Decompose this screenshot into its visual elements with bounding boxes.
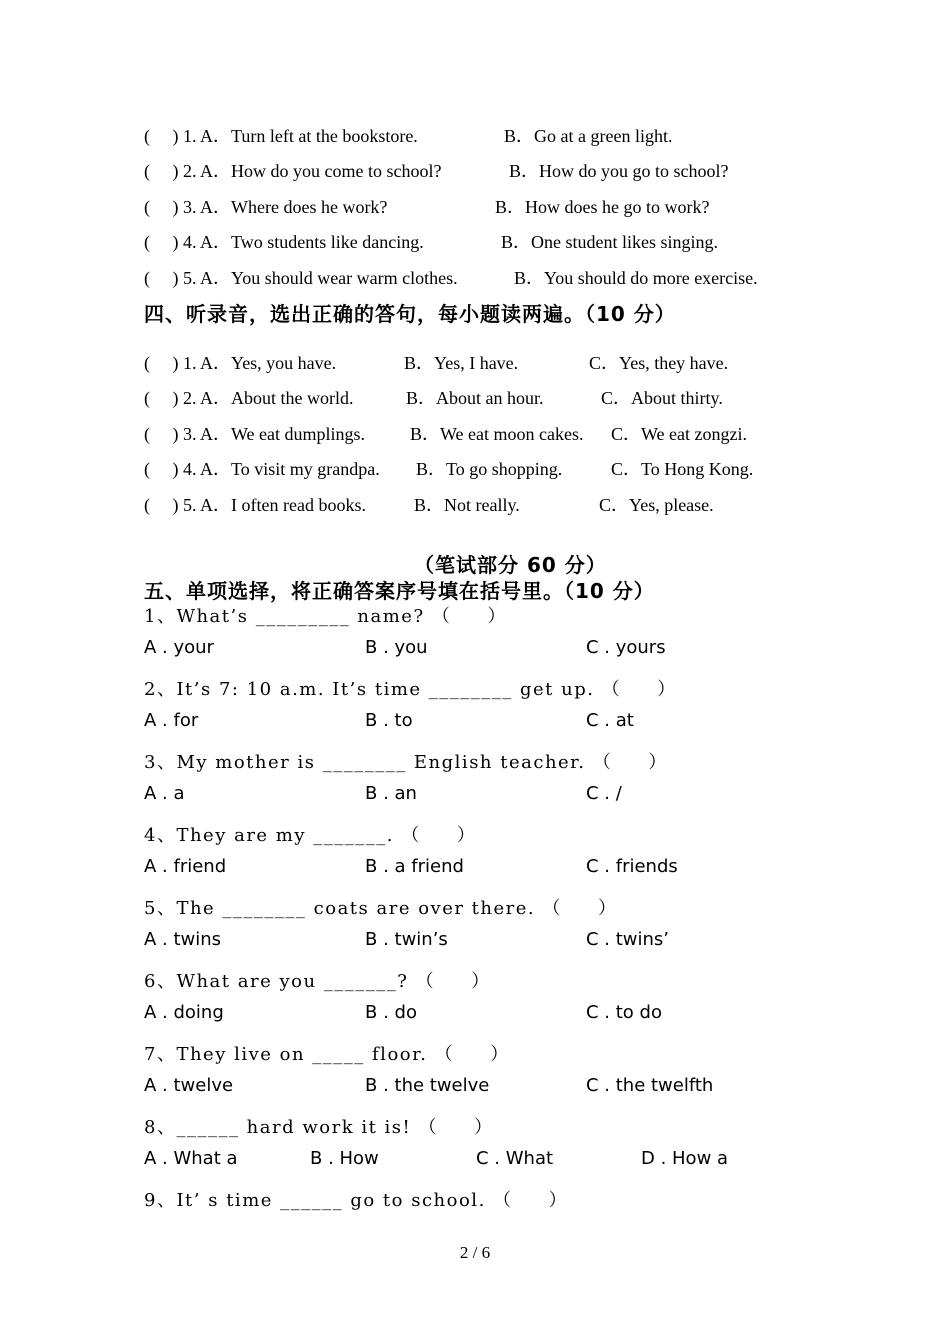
question-text: ( ) 3. A．Where does he work? <box>144 197 388 217</box>
option-a: A . doing <box>144 1002 224 1023</box>
option-c: C . / <box>586 783 622 804</box>
option-a: A . twelve <box>144 1075 234 1096</box>
question-text: 3、My mother is ________ English teacher. （ ） <box>144 752 668 773</box>
question-text: 1、What’s _________ name? （ ） <box>144 606 507 627</box>
option-a: A . friend <box>144 856 227 877</box>
question-text: 4、They are my _______. （ ） <box>144 825 477 846</box>
option-b: B．One student likes singing. <box>501 232 718 252</box>
page-number: 2 / 6 <box>459 1243 491 1262</box>
option-a: A . a <box>144 783 185 804</box>
option-b: B . twin’s <box>365 929 448 950</box>
question-text: 2、It’s 7: 10 a.m. It’s time ________ get up. （ ） <box>144 679 677 700</box>
question-text: ( ) 4. A．To visit my grandpa. <box>144 459 380 479</box>
option-a: A . What a <box>144 1148 238 1169</box>
question-text: 8、______ hard work it is! （ ） <box>144 1117 494 1138</box>
question-text: 9、It’ s time ______ go to school. （ ） <box>144 1190 569 1211</box>
option-c: C . to do <box>586 1002 662 1023</box>
option-c: C．To Hong Kong. <box>611 459 754 479</box>
option-c: C．Yes, please. <box>599 495 714 515</box>
option-b: B．Go at a green light. <box>504 126 673 146</box>
option-b: B . How <box>310 1148 379 1169</box>
section-4-title: 四、听录音，选出正确的答句，每小题读两遍。（10 分） <box>144 302 676 326</box>
option-c: C．Yes, they have. <box>589 353 729 373</box>
question-text: 7、They live on _____ floor. （ ） <box>144 1044 510 1065</box>
question-text: ( ) 1. A．Yes, you have. <box>144 353 337 373</box>
option-b: B．You should do more exercise. <box>514 268 758 288</box>
option-b: B . a friend <box>365 856 464 877</box>
option-b: B．To go shopping. <box>416 459 563 479</box>
written-part-header: （笔试部分 60 分） <box>414 553 607 577</box>
option-b: B．How does he go to work? <box>495 197 710 217</box>
question-text: 5、The ________ coats are over there. （ ） <box>144 898 618 919</box>
question-text: ( ) 4. A．Two students like dancing. <box>144 232 424 252</box>
option-c: C . at <box>586 710 634 731</box>
option-b: B . an <box>365 783 417 804</box>
option-a: A . for <box>144 710 199 731</box>
question-text: 6、What are you _______? （ ） <box>144 971 491 992</box>
question-text: ( ) 5. A．You should wear warm clothes. <box>144 268 458 288</box>
option-b: B . you <box>365 637 428 658</box>
option-c: C . twins’ <box>586 929 670 950</box>
question-text: ( ) 1. A．Turn left at the bookstore. <box>144 126 418 146</box>
option-d: D . How a <box>641 1148 729 1169</box>
option-c: C．We eat zongzi. <box>611 424 748 444</box>
option-b: B．Not really. <box>414 495 520 515</box>
option-c: C . friends <box>586 856 678 877</box>
option-b: B . do <box>365 1002 417 1023</box>
section-5-title: 五、单项选择，将正确答案序号填在括号里。（10 分） <box>144 579 655 603</box>
option-c: C . the twelfth <box>586 1075 714 1096</box>
option-a: A . your <box>144 637 214 658</box>
question-text: ( ) 5. A．I often read books. <box>144 495 366 515</box>
option-b: B．About an hour. <box>406 388 544 408</box>
option-b: B . to <box>365 710 413 731</box>
option-b: B．We eat moon cakes. <box>410 424 584 444</box>
option-c: C . What <box>476 1148 554 1169</box>
question-text: ( ) 2. A．About the world. <box>144 388 354 408</box>
question-text: ( ) 3. A．We eat dumplings. <box>144 424 366 444</box>
question-text: ( ) 2. A．How do you come to school? <box>144 161 442 181</box>
option-a: A . twins <box>144 929 222 950</box>
option-b: B．How do you go to school? <box>509 161 729 181</box>
option-c: C．About thirty. <box>601 388 723 408</box>
option-c: C . yours <box>586 637 666 658</box>
option-b: B . the twelve <box>365 1075 490 1096</box>
option-b: B．Yes, I have. <box>404 353 519 373</box>
